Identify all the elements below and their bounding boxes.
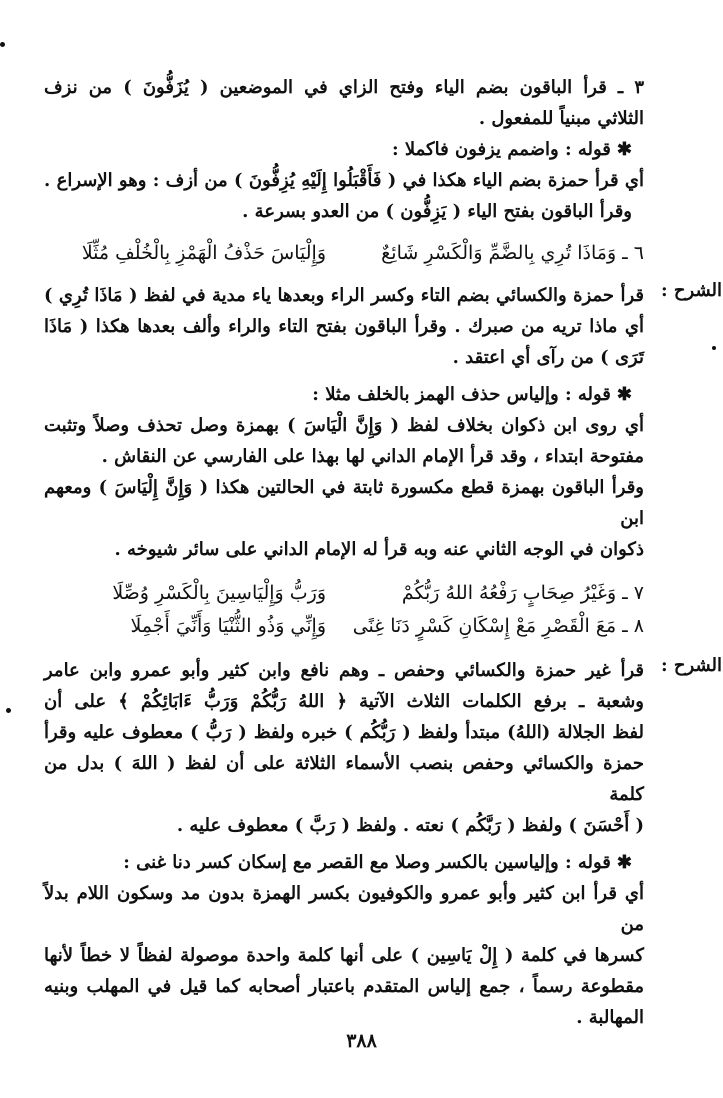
qawl-text: قوله : واضمم يزفون فاكملا :	[392, 139, 611, 160]
text-line: أي ماذا تريه من صبرك . وقرأ الباقون بفتح التاء والراء وألف بعدها هكذا ( مَاذَا	[44, 316, 644, 337]
star-icon: ✱	[616, 139, 632, 160]
text-line: لفظ الجلالة (اللهُ) مبتدأ ولفظ ( رَبُّكُم ) خبره ولفظ ( رَبُّ ) معطوف عليه وقرأ	[44, 722, 644, 743]
verse-pair	[44, 577, 644, 643]
qawl-text: قوله : وإلياس حذف الهمز بالخلف مثلا :	[312, 384, 611, 405]
verse-8	[44, 610, 644, 643]
qawl-heading	[44, 379, 644, 410]
sharh-label: الشرح :	[660, 655, 722, 676]
verse-hemistich-first: ٧ ـ وَغَيْرُ صِحَابٍ رَفْعُهُ اللهُ رَبُّكُمْ	[401, 582, 644, 604]
text-line: ذكوان في الوجه الثاني عنه وبه قرأ له الإمام الداني على سائر شيوخه .	[114, 539, 644, 560]
star-icon: ✱	[616, 384, 632, 405]
text-line: ٣ ـ قرأ الباقون بضم الياء وفتح الزاي في الموضعين ( يُزَفُّونَ ) من نزف	[44, 77, 644, 98]
page-body	[44, 72, 722, 1033]
verse-7	[44, 577, 644, 610]
qawl-heading	[44, 847, 644, 878]
qawl-heading	[44, 134, 644, 165]
text-line: قرأ غير حمزة والكسائي وحفص ـ وهم نافع وابن كثير وأبو عمرو وابن عامر	[44, 660, 644, 681]
text-line: حمزة والكسائي وحفص بنصب الأسماء الثلاثة على أن لفظ ( اللهَ ) بدل من كلمة	[44, 753, 644, 805]
paragraph-commentary	[44, 410, 644, 565]
paragraph-3	[44, 72, 644, 134]
sharh-block	[44, 280, 722, 373]
paragraph-commentary	[44, 878, 644, 1033]
text-line: ( أَحْسَنَ ) ولفظ ( رَبَّكُم ) نعته . ولفظ ( رَبَّ ) معطوف عليه .	[176, 815, 644, 836]
text-line: مقطوعة رسماً ، جمع إلياس المتقدم باعتبار أصحابه كما قيل في المهلب وبنيه	[44, 976, 644, 997]
text-line: تَرَى ) من رآى أي اعتقد .	[452, 347, 644, 368]
verse-hemistich-first: ٨ ـ مَعَ الْقَصْرِ مَعْ إِسْكَانِ كَسْرٍ دَنَا غِنًى	[352, 615, 644, 637]
margin-dot	[0, 42, 5, 47]
text-line: وقرأ الباقون بفتح الياء ( يَزِفُّون ) من العدو بسرعة .	[242, 201, 632, 222]
text-line: أي قرأ حمزة بضم الياء هكذا في ( فَأَقْبَلُوا إِلَيْهِ يُزِفُّونَ ) من أزف : وهو الإسراع .	[44, 170, 644, 191]
paragraph-commentary	[44, 165, 644, 227]
text-line: المهالبة .	[576, 1007, 644, 1028]
sharh-label: الشرح :	[660, 280, 722, 301]
text-line: مفتوحة ابتداء ، وقد قرأ الإمام الداني لها بهذا على الفارسي عن النقاش .	[101, 446, 644, 467]
text-line: أي قرأ ابن كثير وأبو عمرو والكوفيون بكسر الهمزة بدون مد وسكون اللام بدلاً من	[44, 883, 644, 935]
sharh-block	[44, 655, 722, 841]
margin-dot	[6, 708, 11, 713]
margin-dot	[712, 346, 716, 350]
verse-6	[44, 237, 644, 270]
verse-hemistich-first: ٦ ـ وَمَاذَا تُرِي بِالضَّمِّ وَالْكَسْرِ شَائِعٌ	[381, 242, 644, 264]
page-number: ٣٨٨	[346, 1030, 377, 1052]
verse-hemistich-second: وَإِنِّي وَذُو الثُّنْيَا وَأَنِّيَ أَجْمِلَا	[130, 615, 326, 637]
text-line: كسرها في كلمة ( إِلْ يَاسِين ) على أنها كلمة واحدة موصولة لفظاً لا خطاً لأنها	[44, 945, 644, 966]
verse-hemistich-second: وَرَبُّ وَإِلْيَاسِينَ بِالْكَسْرِ وُصِّلَا	[112, 582, 326, 604]
star-icon: ✱	[616, 852, 632, 873]
text-line: الثلاثي مبنياً للمفعول .	[478, 108, 644, 129]
text-line: قرأ حمزة والكسائي بضم التاء وكسر الراء وبعدها ياء مدية في لفظ ( مَاذَا تُرِي )	[44, 285, 644, 306]
qawl-text: قوله : وإلياسين بالكسر وصلا مع القصر مع إسكان كسر دنا غنى :	[123, 852, 611, 873]
text-line: وشعبة ـ برفع الكلمات الثلاث الآتية ﴿ اللهُ رَبُّكُمْ وَرَبُّ ءَابَائِكُمْ ﴾ على أن	[44, 691, 644, 712]
text-line: وقرأ الباقون بهمزة قطع مكسورة ثابتة في الحالتين هكذا ( وَإِنَّ إِلْيَاسَ ) ومعهم ابن	[44, 477, 644, 529]
text-line: أي روى ابن ذكوان بخلاف لفظ ( وَإِنَّ الْيَاسَ ) بهمزة وصل تحذف وصلاً وتثبت	[44, 415, 644, 436]
verse-hemistich-second: وَإِلْيَاسَ حَذْفُ الْهَمْزِ بِالْخُلْفِ مُثِّلَا	[81, 242, 326, 264]
